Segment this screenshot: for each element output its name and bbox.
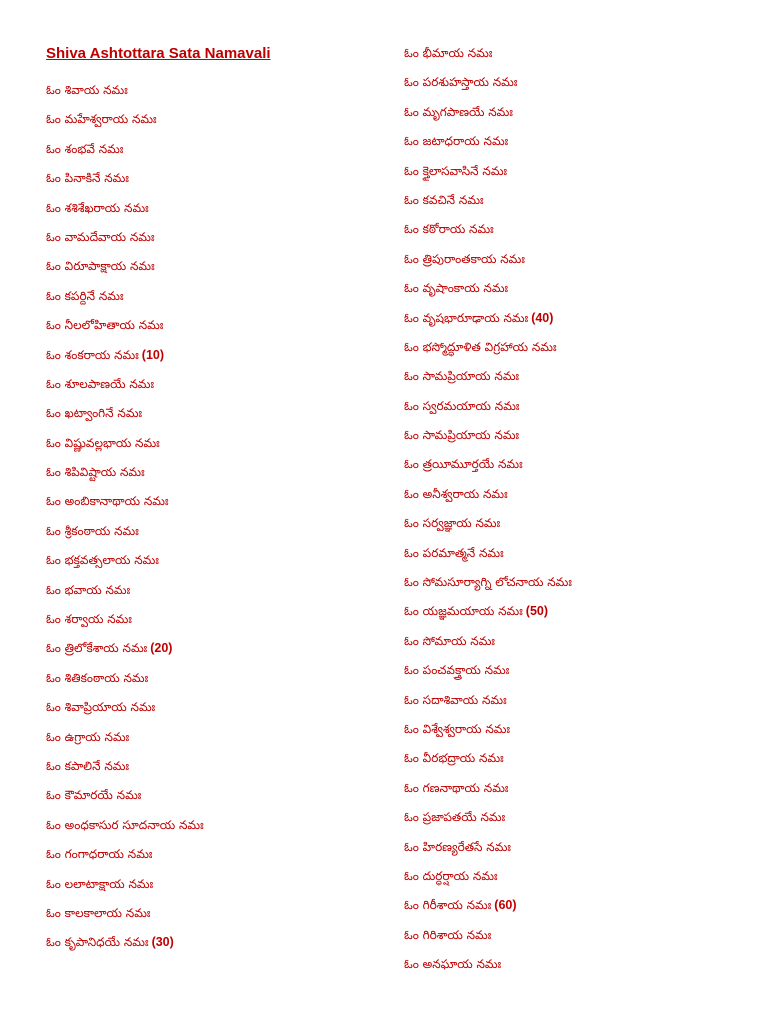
name-list-item: [46, 697, 204, 726]
name-text: ఓం నీలలోహితాయ నమః: [46, 318, 164, 333]
name-list-item: [46, 785, 204, 814]
name-text: ఓం వృషభారూఢాయ నమః: [404, 310, 529, 325]
name-text: ఓం భస్మోద్ధూళిత విగ్రహాయ నమః: [404, 339, 557, 354]
name-list-item: [404, 513, 572, 542]
name-list-item: [46, 521, 204, 550]
name-text: ఓం లలాటాక్షాయ నమః: [46, 876, 154, 891]
name-list-item: [404, 396, 572, 425]
name-text: ఓం యజ్ఞమయాయ నమః: [404, 604, 523, 619]
name-list-item: [404, 925, 572, 954]
name-text: ఓం కాలకాలాయ నమః: [46, 905, 151, 920]
name-list-item: [404, 690, 572, 719]
name-list-item: [404, 366, 572, 395]
name-list-item: [46, 168, 204, 197]
count-marker: (10): [141, 347, 165, 362]
name-list-item: [404, 601, 572, 630]
name-list-item: [46, 80, 204, 109]
name-text: ఓం కౌమారయే నమః: [46, 788, 142, 803]
name-list-item: [46, 903, 204, 932]
name-list-item: [404, 719, 572, 748]
name-text: ఓం వీరభద్రాయ నమః: [404, 751, 504, 766]
name-list-item: [404, 219, 572, 248]
name-text: ఓం పరశుహస్తాయ నమః: [404, 75, 518, 90]
right-name-list: [404, 43, 572, 984]
name-text: ఓం శశిశేఖరాయ నమః: [46, 200, 149, 215]
name-list-item: [404, 807, 572, 836]
name-list-item: [404, 778, 572, 807]
name-text: ఓం సోమసూర్యాగ్ని లోచనాయ నమః: [404, 575, 572, 590]
name-list-item: [404, 866, 572, 895]
name-list-item: [404, 72, 572, 101]
name-text: ఓం గణనాథాయ నమః: [404, 780, 509, 795]
name-text: ఓం కపర్దినే నమః: [46, 288, 124, 303]
name-text: ఓం అనీశ్వరాయ నమః: [404, 486, 508, 501]
name-text: ఓం సదాశివాయ నమః: [404, 692, 507, 707]
name-list-item: [46, 815, 204, 844]
name-text: ఓం శివాయ నమః: [46, 83, 128, 97]
name-text: ఓం భీమాయ నమః: [404, 46, 493, 60]
name-text: ఓం భక్తవత్సలాయ నమః: [46, 553, 159, 568]
name-text: ఓం కవచినే నమః: [404, 192, 484, 207]
name-text: ఓం అంబికానాథాయ నమః: [46, 494, 169, 509]
name-text: ఓం శిపివిష్టాయ నమః: [46, 465, 145, 480]
name-list-item: [46, 462, 204, 491]
name-text: ఓం హిరణ్యరేతసే నమః: [404, 839, 511, 854]
name-list-item: [404, 631, 572, 660]
name-list-item: [46, 580, 204, 609]
name-text: ఓం విరూపాక్షాయ నమః: [46, 259, 155, 274]
name-text: ఓం గిరీశాయ నమః: [404, 898, 492, 913]
name-text: ఓం పినాకినే నమః: [46, 171, 129, 186]
name-text: ఓం శివాప్రియాయ నమః: [46, 700, 156, 715]
name-text: ఓం శంకరాయ నమః: [46, 347, 139, 362]
name-text: ఓం శర్వాయ నమః: [46, 612, 132, 627]
name-list-item: [46, 756, 204, 785]
name-text: ఓం క్తైలాసవాసినే నమః: [404, 163, 508, 178]
name-text: ఓం వామదేవాయ నమః: [46, 229, 155, 244]
name-list-item: [46, 550, 204, 579]
name-text: ఓం సోమాయ నమః: [404, 633, 495, 648]
name-text: ఓం శంభవే నమః: [46, 141, 124, 156]
name-list-item: [404, 337, 572, 366]
name-list-item: [404, 484, 572, 513]
name-text: ఓం అనఘాయ నమః: [404, 957, 502, 972]
name-list-item: [404, 837, 572, 866]
name-text: ఓం త్రిలోకేశాయ నమః: [46, 641, 148, 656]
name-text: ఓం గిరిశాయ నమః: [404, 927, 492, 942]
name-list-item: [46, 315, 204, 344]
name-text: ఓం ఉగ్రాయ నమః: [46, 729, 130, 744]
name-text: ఓం విష్ణువల్లభాయ నమః: [46, 435, 160, 450]
name-text: ఓం కృపానిధయే నమః: [46, 935, 149, 950]
name-text: ఓం భవాయ నమః: [46, 582, 131, 597]
name-list-item: [404, 895, 572, 924]
name-list-item: [46, 227, 204, 256]
count-marker: (20): [150, 641, 173, 656]
name-list-item: [46, 668, 204, 697]
name-text: ఓం కఠోరాయ నమః: [404, 222, 494, 237]
name-list-item: [46, 844, 204, 873]
name-text: ఓం విశ్వేశ్వరాయ నమః: [404, 721, 511, 736]
name-list-item: [404, 308, 572, 337]
name-list-item: [46, 638, 204, 667]
name-text: ఓం ఖట్వాంగినే నమః: [46, 406, 143, 421]
name-text: ఓం వృషాంకాయ నమః: [404, 281, 509, 296]
name-list-item: [46, 727, 204, 756]
name-text: ఓం శ్రీకంఠాయ నమః: [46, 523, 139, 538]
name-list-item: [404, 43, 572, 72]
name-list-item: [404, 454, 572, 483]
count-marker: (60): [494, 898, 517, 913]
name-list-item: [404, 572, 572, 601]
name-text: ఓం అంధకాసుర సూదనాయ నమః: [46, 817, 204, 832]
left-name-list: [46, 80, 204, 962]
name-text: ఓం పరమాత్మనే నమః: [404, 545, 504, 560]
name-text: ఓం త్రయీమూర్తయే నమః: [404, 457, 523, 472]
name-text: ఓం స్వరమయాయ నమః: [404, 398, 520, 413]
name-text: ఓం శితికంఠాయ నమః: [46, 670, 149, 685]
name-text: ఓం మహేశ్వరాయ నమః: [46, 112, 157, 127]
name-list-item: [404, 425, 572, 454]
name-text: ఓం ప్రజాపతయే నమః: [404, 810, 506, 825]
name-list-item: [404, 102, 572, 131]
name-list-item: [46, 491, 204, 520]
name-text: ఓం పంచవక్త్రాయ నమః: [404, 663, 510, 678]
name-list-item: [46, 433, 204, 462]
name-list-item: [404, 190, 572, 219]
name-list-item: [46, 874, 204, 903]
name-text: ఓం గంగాధరాయ నమః: [46, 847, 153, 862]
name-list-item: [46, 139, 204, 168]
name-text: ఓం మృగపాణయే నమః: [404, 104, 513, 119]
name-list-item: [404, 954, 572, 983]
name-list-item: [404, 249, 572, 278]
name-text: ఓం దుర్ధర్షాయ నమః: [404, 868, 498, 883]
name-list-item: [46, 403, 204, 432]
name-list-item: [404, 161, 572, 190]
name-list-item: [404, 543, 572, 572]
name-list-item: [404, 278, 572, 307]
name-list-item: [46, 198, 204, 227]
document-title: Shiva Ashtottara Sata Namavali: [46, 45, 271, 62]
name-list-item: [46, 932, 204, 961]
name-list-item: [404, 660, 572, 689]
name-list-item: [404, 131, 572, 160]
count-marker: (40): [531, 310, 554, 325]
name-text: ఓం శూలపాణయే నమః: [46, 376, 154, 391]
name-list-item: [46, 286, 204, 315]
name-text: ఓం కపాలినే నమః: [46, 758, 130, 773]
count-marker: (50): [525, 604, 549, 619]
name-list-item: [46, 109, 204, 138]
name-list-item: [46, 345, 204, 374]
name-text: ఓం సామప్రియాయ నమః: [404, 428, 520, 443]
name-list-item: [46, 374, 204, 403]
count-marker: (30): [151, 935, 174, 950]
name-list-item: [404, 748, 572, 777]
name-text: ఓం త్రిపురాంతకాయ నమః: [404, 251, 525, 266]
name-list-item: [46, 609, 204, 638]
name-text: ఓం జటాధరాయ నమః: [404, 134, 509, 149]
name-text: ఓం సర్వజ్ఞాయ నమః: [404, 516, 501, 531]
name-text: ఓం సామప్రియాయ నమః: [404, 369, 520, 384]
name-list-item: [46, 256, 204, 285]
